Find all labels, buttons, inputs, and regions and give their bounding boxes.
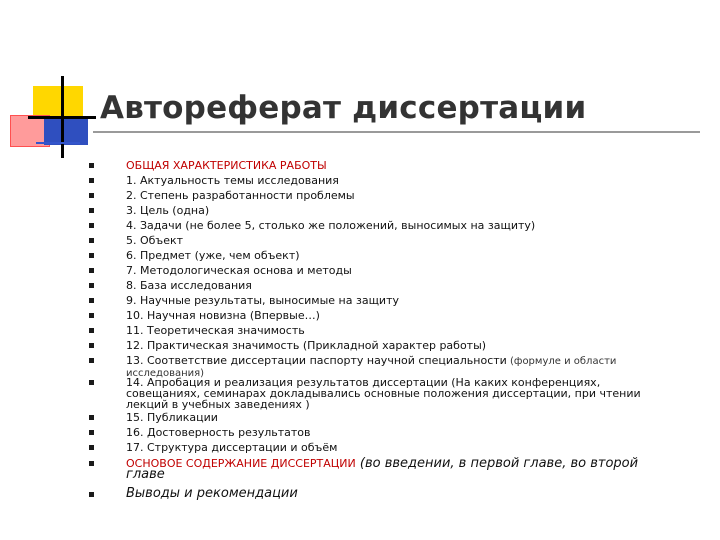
- bullet-square-icon: [89, 208, 94, 213]
- list-item-text: [126, 190, 666, 201]
- bullet-square-icon: [89, 328, 94, 333]
- list-item-label: 10. Научная новизна (Впервые…): [126, 309, 320, 322]
- decor-accent-line: [36, 142, 80, 144]
- bullet-square-icon: [89, 492, 94, 497]
- list-item-label: 9. Научные результаты, выносимые на защиту: [126, 294, 399, 307]
- bullet-square-icon: [89, 163, 94, 168]
- bullet-square-icon: [89, 298, 94, 303]
- list-item-text: [126, 412, 666, 423]
- list-item-label: 11. Теоретическая значимость: [126, 324, 305, 337]
- bullet-square-icon: [89, 253, 94, 258]
- list-item-text: [126, 280, 666, 291]
- list-item-text: [126, 325, 666, 336]
- bullet-square-icon: [89, 445, 94, 450]
- list-item-note: (во введении, в первой главе, во второй главе: [126, 456, 639, 482]
- list-item-text: [126, 427, 666, 438]
- list-item-text: [126, 265, 666, 276]
- bullet-square-icon: [89, 461, 94, 466]
- list-item-text: [126, 486, 666, 502]
- list-item-text: [126, 442, 666, 453]
- bullet-square-icon: [89, 268, 94, 273]
- list-item-text: [126, 295, 666, 306]
- list-item-label: 3. Цель (одна): [126, 204, 210, 217]
- bullet-square-icon: [89, 343, 94, 348]
- bullet-square-icon: [89, 193, 94, 198]
- list-item-label: 8. База исследования: [126, 279, 252, 292]
- list-item-text: [126, 340, 666, 351]
- bullet-square-icon: [89, 238, 94, 243]
- list-item-label: 15. Публикации: [126, 411, 218, 424]
- bullet-square-icon: [89, 430, 94, 435]
- list-item-text: [126, 205, 666, 216]
- title-underline: [93, 131, 700, 133]
- list-item-label: 12. Практическая значимость (Прикладной характер работы): [126, 339, 487, 352]
- list-item-text: [126, 458, 666, 480]
- list-item-label: 14. Апробация и реализация результатов диссертации (На каких конференциях, совещаниях, семинарах докладывались основные положения диссертации, при чтении лекций в учебных заведениях ): [126, 376, 641, 411]
- list-item-label: 4. Задачи (не более 5, столько же положений, выносимых на защиту): [126, 219, 536, 232]
- decor-horizontal-line: [28, 116, 96, 119]
- list-item-text: [126, 310, 666, 321]
- list-item-label: 5. Объект: [126, 234, 184, 247]
- bullet-square-icon: [89, 178, 94, 183]
- list-item-note: (формуле и области исследования): [126, 356, 617, 379]
- list-item-label: 2. Степень разработанности проблемы: [126, 189, 355, 202]
- bullet-square-icon: [89, 313, 94, 318]
- list-item-label: 6. Предмет (уже, чем объект): [126, 249, 300, 262]
- bullet-square-icon: [89, 283, 94, 288]
- bullet-square-icon: [89, 415, 94, 420]
- list-item-label: 7. Методологическая основа и методы: [126, 264, 352, 277]
- slide-title: Автореферат диссертации: [100, 90, 587, 126]
- bullet-square-icon: [89, 358, 94, 363]
- list-item-text: [126, 220, 666, 231]
- list-item-label: ОСНОВОЕ СОДЕРЖАНИЕ ДИССЕРТАЦИИ: [126, 457, 356, 470]
- list-item-label: Выводы и рекомендации: [126, 486, 298, 501]
- list-item-text: [126, 235, 666, 246]
- list-item-text: [126, 175, 666, 186]
- list-item-label: 13. Соответствие диссертации паспорту научной специальности: [126, 354, 507, 367]
- list-item-label: ОБЩАЯ ХАРАКТЕРИСТИКА РАБОТЫ: [126, 159, 327, 172]
- list-item-label: 16. Достоверность результатов: [126, 426, 311, 439]
- list-item-label: 17. Структура диссертации и объём: [126, 441, 338, 454]
- bullet-square-icon: [89, 223, 94, 228]
- list-item-text: [126, 160, 666, 171]
- list-item-text: [126, 377, 666, 410]
- bullet-square-icon: [89, 380, 94, 385]
- list-item-label: 1. Актуальность темы исследования: [126, 174, 339, 187]
- list-item-text: [126, 250, 666, 261]
